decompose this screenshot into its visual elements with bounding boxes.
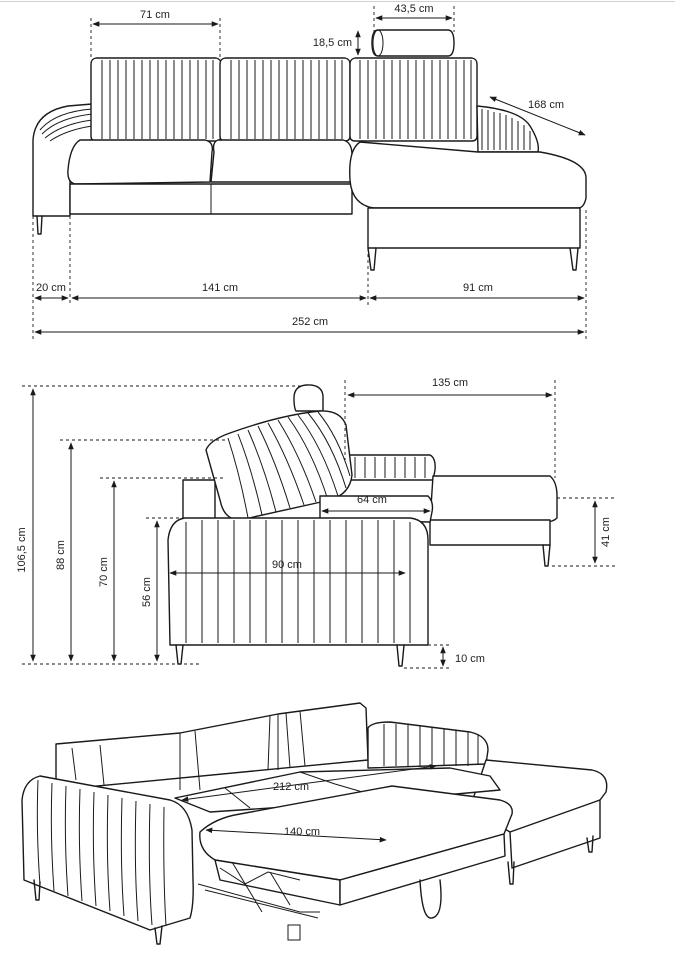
label-headrest-height: 18,5 cm xyxy=(312,37,352,49)
label-chaise-depth: 135 cm xyxy=(431,377,469,389)
bed-chaise-back xyxy=(368,722,488,768)
label-total-height: 106,5 cm xyxy=(16,527,28,573)
side-chaise-base xyxy=(430,520,550,545)
side-headrest xyxy=(294,385,323,411)
label-armrest-height: 56 cm xyxy=(141,577,153,607)
label-back-height: 88 cm xyxy=(55,540,67,570)
label-chaise-length: 168 cm xyxy=(527,99,565,111)
leg-chaise-left xyxy=(368,248,376,270)
front-view xyxy=(33,3,586,340)
side-view xyxy=(16,377,615,668)
chaise-base xyxy=(368,208,580,248)
label-seat-depth: 64 cm xyxy=(357,494,387,506)
label-sleeping-width: 140 cm xyxy=(283,826,321,838)
label-seat-back-height: 70 cm xyxy=(98,557,110,587)
side-leg-chaise xyxy=(543,545,550,566)
side-back-box xyxy=(183,480,215,520)
label-leg-height: 10 cm xyxy=(455,653,485,665)
seat-cushion-2 xyxy=(211,140,352,182)
backrest-cushion-3 xyxy=(350,58,477,141)
label-total-width: 252 cm xyxy=(291,316,329,328)
leg-front-left xyxy=(37,216,42,234)
leg-chaise-right xyxy=(570,248,578,270)
side-chaise-seat xyxy=(430,476,557,522)
label-arm-depth: 90 cm xyxy=(272,559,302,571)
label-armrest-width: 20 cm xyxy=(36,282,66,294)
side-leg-right xyxy=(397,645,404,666)
side-chaise-back xyxy=(345,455,435,480)
label-sleeping-length: 212 cm xyxy=(272,781,310,793)
label-middle-width: 141 cm xyxy=(201,282,239,294)
bed-view xyxy=(22,703,607,944)
chaise-seat xyxy=(350,142,586,208)
bed-pull-strap xyxy=(420,880,441,918)
side-leg-left xyxy=(176,645,183,664)
label-backrest-width: 71 cm xyxy=(140,9,170,21)
headrest-roll xyxy=(372,30,454,56)
label-headrest-width: 43,5 cm xyxy=(394,3,434,15)
label-chaise-width: 91 cm xyxy=(463,282,493,294)
label-seat-height: 41 cm xyxy=(600,517,612,547)
seat-cushion-1 xyxy=(68,140,212,184)
